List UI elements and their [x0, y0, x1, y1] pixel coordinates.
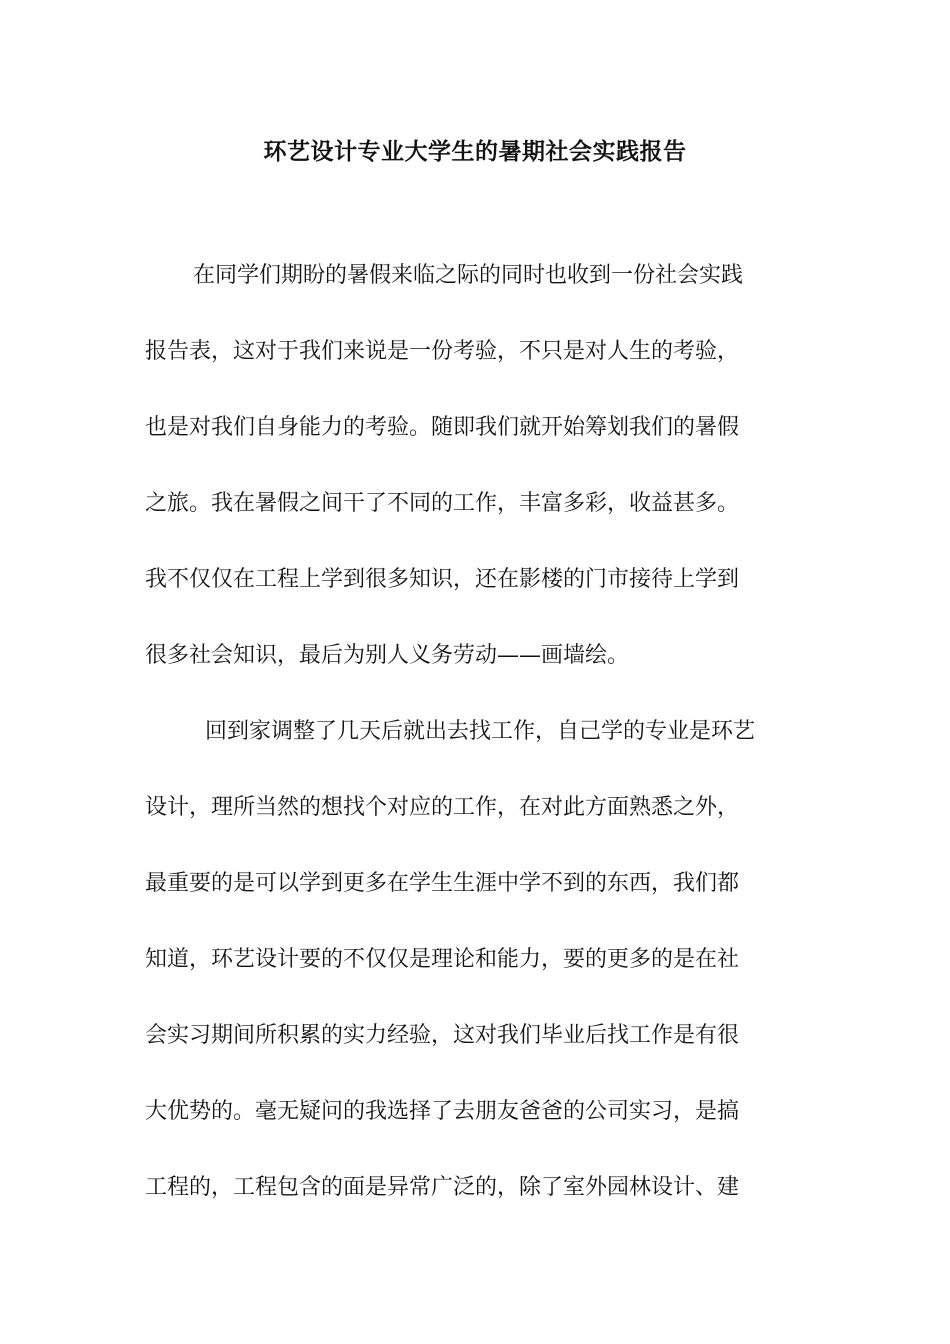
paragraph-1-line-4: 之旅。我在暑假之间干了不同的工作，丰富多彩，收益甚多。 — [145, 491, 740, 516]
paragraph-1-line-6: 很多社会知识，最后为别人义务劳动——画墙绘。 — [145, 643, 630, 668]
paragraph-1-line-5: 我不仅仅在工程上学到很多知识，还在影楼的门市接待上学到 — [145, 567, 740, 592]
paragraph-2-line-3: 最重要的是可以学到更多在学生生涯中学不到的东西，我们都 — [145, 871, 740, 896]
document-title: 环艺设计专业大学生的暑期社会实践报告 — [263, 139, 687, 165]
paragraph-1-line-1: 在同学们期盼的暑假来临之际的同时也收到一份社会实践 — [193, 263, 744, 288]
paragraph-2-line-1: 回到家调整了几天后就出去找工作，自己学的专业是环艺 — [205, 719, 756, 744]
paragraph-1-line-3: 也是对我们自身能力的考验。随即我们就开始筹划我们的暑假 — [145, 415, 740, 440]
paragraph-2-line-6: 大优势的。毫无疑问的我选择了去朋友爸爸的公司实习，是搞 — [145, 1099, 740, 1124]
paragraph-2-line-2: 设计，理所当然的想找个对应的工作，在对此方面熟悉之外， — [145, 795, 740, 820]
paragraph-2-line-5: 会实习期间所积累的实力经验，这对我们毕业后找工作是有很 — [145, 1023, 740, 1048]
paragraph-1-line-2: 报告表，这对于我们来说是一份考验，不只是对人生的考验， — [145, 339, 740, 364]
paragraph-2-line-7: 工程的，工程包含的面是异常广泛的，除了室外园林设计、建 — [145, 1175, 740, 1200]
paragraph-2-line-4: 知道，环艺设计要的不仅仅是理论和能力，要的更多的是在社 — [145, 947, 740, 972]
